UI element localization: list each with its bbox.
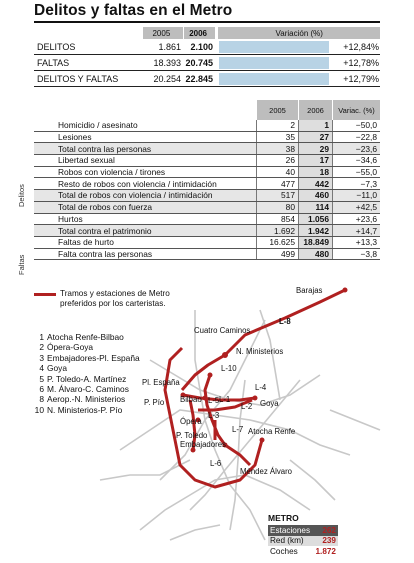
map-label-l5: L-5 bbox=[208, 396, 220, 405]
title-rule bbox=[34, 21, 380, 23]
metro-stat-value: 239 bbox=[322, 536, 336, 546]
summary-row-label: FALTAS bbox=[37, 57, 70, 68]
summary-header-2006: 2006 bbox=[184, 27, 216, 39]
station-item bbox=[34, 342, 140, 352]
station-name: Atocha Renfe-Bilbao bbox=[47, 332, 124, 342]
station-name: P. Toledo-A. Martínez bbox=[47, 373, 127, 384]
summary-2005-value: 1.861 bbox=[158, 41, 181, 52]
detail-variation-value: −11,0 bbox=[332, 190, 380, 201]
map-label-l2: L-2 bbox=[241, 402, 253, 411]
station-item bbox=[34, 353, 140, 363]
metro-map bbox=[0, 280, 414, 563]
detail-row bbox=[34, 225, 380, 237]
metro-stat-label: Coches bbox=[270, 546, 298, 556]
detail-variation-value: −55,0 bbox=[332, 167, 380, 178]
detail-row-label: Falta contra las personas bbox=[58, 248, 153, 259]
group-label-faltas: Faltas bbox=[17, 254, 26, 275]
detail-row-label: Resto de robos con violencia / intimidación bbox=[58, 178, 217, 189]
detail-variation-value: −3,8 bbox=[332, 249, 380, 260]
detail-header-variation: Variac. (%) bbox=[332, 100, 380, 120]
detail-row bbox=[34, 202, 380, 214]
map-label-cuatro-caminos: Cuatro Caminos bbox=[194, 326, 251, 335]
detail-2006-value: 17 bbox=[298, 155, 332, 166]
detail-row bbox=[34, 132, 380, 144]
map-label-l10: L-10 bbox=[221, 364, 237, 373]
summary-row bbox=[34, 71, 380, 87]
summary-variation-value: +12,79% bbox=[343, 73, 379, 84]
summary-2005-value: 20.254 bbox=[153, 73, 181, 84]
detail-2005-value: 477 bbox=[256, 178, 298, 189]
summary-header-variation: Variación (%) bbox=[218, 27, 380, 39]
detail-2005-value: 517 bbox=[256, 190, 298, 201]
map-label-embajadores: Embajadores bbox=[180, 440, 226, 449]
detail-variation-value: +13,3 bbox=[332, 237, 380, 248]
detail-row-label: Hurtos bbox=[58, 213, 83, 224]
detail-header-2006: 2006 bbox=[298, 100, 332, 120]
summary-variation-value: +12,78% bbox=[343, 57, 379, 68]
detail-2006-value: 114 bbox=[298, 202, 332, 213]
station-number: 4 bbox=[39, 363, 44, 374]
detail-row bbox=[34, 237, 380, 249]
detail-2006-value: 1.942 bbox=[298, 225, 332, 236]
detail-row-label: Homicidio / asesinato bbox=[58, 120, 138, 131]
summary-2006-value: 20.745 bbox=[185, 57, 213, 68]
map-label-p-pio: P. Pío bbox=[144, 398, 165, 407]
summary-variation-bar bbox=[219, 57, 329, 69]
summary-row-label: DELITOS Y FALTAS bbox=[37, 73, 119, 84]
detail-table bbox=[34, 100, 380, 260]
detail-header-2005: 2005 bbox=[256, 100, 298, 120]
map-label-opera: Ópera bbox=[180, 417, 202, 426]
detail-2005-value: 499 bbox=[256, 249, 298, 260]
summary-2006-value: 22.845 bbox=[185, 73, 213, 84]
map-label-l7: L-7 bbox=[232, 425, 244, 434]
detail-variation-value: −34,6 bbox=[332, 155, 380, 166]
detail-row bbox=[34, 214, 380, 226]
detail-2005-value: 38 bbox=[256, 143, 298, 154]
detail-row bbox=[34, 120, 380, 132]
station-item bbox=[34, 332, 140, 342]
summary-variation-bar bbox=[219, 73, 329, 85]
station-number: 1 bbox=[39, 332, 44, 342]
detail-2006-value: 29 bbox=[298, 143, 332, 154]
metro-stat-value: 1.872 bbox=[315, 546, 336, 556]
map-label-l4: L-4 bbox=[255, 383, 267, 392]
detail-2006-value: 442 bbox=[298, 178, 332, 189]
detail-row-label: Total contra el patrimonio bbox=[58, 225, 152, 236]
summary-2005-value: 18.393 bbox=[153, 57, 181, 68]
detail-row-label: Faltas de hurto bbox=[58, 237, 114, 248]
detail-2005-value: 1.692 bbox=[256, 225, 298, 236]
map-label-n-ministerios: N. Ministerios bbox=[236, 347, 284, 356]
page-title: Delitos y faltas en el Metro bbox=[34, 2, 233, 19]
detail-2006-value: 1 bbox=[298, 120, 332, 131]
station-item bbox=[34, 384, 140, 394]
map-label-l1: L-1 bbox=[219, 395, 231, 404]
detail-variation-value: −50,0 bbox=[332, 120, 380, 131]
map-label-mendez-alvaro: Méndez Álvaro bbox=[240, 467, 293, 476]
summary-header-2005: 2005 bbox=[143, 27, 183, 39]
detail-row-label: Robos con violencia / tirones bbox=[58, 167, 166, 178]
summary-row bbox=[34, 55, 380, 71]
detail-row-label: Lesiones bbox=[58, 132, 92, 143]
group-label-delitos: Delitos bbox=[17, 184, 26, 207]
metro-stat-label: Red (km) bbox=[270, 536, 304, 546]
metro-stat-value: 262 bbox=[322, 525, 336, 535]
station-name: N. Ministerios-P. Pío bbox=[47, 404, 123, 415]
detail-row-label: Libertad sexual bbox=[58, 155, 115, 166]
detail-variation-value: +14,7 bbox=[332, 225, 380, 236]
detail-row bbox=[34, 249, 380, 261]
station-name: Embajadores-Pl. España bbox=[47, 352, 140, 363]
detail-row bbox=[34, 143, 380, 155]
station-list bbox=[34, 332, 140, 415]
station-number: 5 bbox=[39, 373, 44, 384]
map-label-l3: L-3 bbox=[208, 411, 220, 420]
summary-header bbox=[34, 27, 380, 39]
detail-2006-value: 27 bbox=[298, 132, 332, 143]
detail-variation-value: +23,6 bbox=[332, 214, 380, 225]
station-name: Aerop.-N. Ministerios bbox=[47, 394, 126, 405]
detail-row bbox=[34, 167, 380, 179]
detail-variation-value: +42,5 bbox=[332, 202, 380, 213]
map-label-atocha: Atocha Renfe bbox=[248, 427, 296, 436]
map-label-l6: L-6 bbox=[210, 459, 222, 468]
map-label-barajas: Barajas bbox=[296, 286, 323, 295]
summary-variation-value: +12,84% bbox=[343, 41, 379, 52]
station-name: Goya bbox=[47, 363, 68, 374]
detail-2006-value: 1.056 bbox=[298, 214, 332, 225]
metro-stat-row bbox=[268, 546, 338, 557]
detail-2005-value: 40 bbox=[256, 167, 298, 178]
map-legend bbox=[34, 289, 172, 308]
detail-row bbox=[34, 190, 380, 202]
detail-2005-value: 26 bbox=[256, 155, 298, 166]
metro-stat-row bbox=[268, 525, 338, 536]
summary-table bbox=[34, 27, 380, 87]
legend-text: Tramos y estaciones de Metro preferidos por los carteristas. bbox=[60, 289, 170, 308]
station-name: M. Álvaro-C. Caminos bbox=[47, 384, 129, 395]
map-label-bilbao: Bilbao bbox=[180, 395, 202, 404]
map-label-goya: Goya bbox=[260, 399, 279, 408]
detail-variation-value: −23,6 bbox=[332, 143, 380, 154]
map-label-p-toledo: P. Toledo bbox=[176, 431, 208, 440]
detail-row bbox=[34, 155, 380, 167]
detail-variation-value: −22,8 bbox=[332, 132, 380, 143]
legend-swatch bbox=[34, 293, 56, 296]
detail-2006-value: 18 bbox=[298, 167, 332, 178]
detail-header bbox=[34, 100, 380, 120]
detail-row bbox=[34, 178, 380, 190]
station-item bbox=[34, 363, 140, 373]
station-number: 10 bbox=[34, 404, 44, 415]
detail-2005-value: 35 bbox=[256, 132, 298, 143]
summary-2006-value: 2.100 bbox=[190, 41, 213, 52]
metro-stats-title: METRO bbox=[268, 513, 299, 523]
station-number: 6 bbox=[39, 384, 44, 395]
station-name: Ópera-Goya bbox=[47, 342, 94, 353]
detail-2006-value: 18.849 bbox=[298, 237, 332, 248]
detail-2005-value: 2 bbox=[256, 120, 298, 131]
station-number: 3 bbox=[39, 352, 44, 363]
detail-2005-value: 854 bbox=[256, 214, 298, 225]
metro-stat-label: Estaciones bbox=[270, 525, 311, 535]
metro-stat-row bbox=[268, 536, 338, 547]
detail-row-label: Total de robos con violencia / intimidación bbox=[58, 190, 213, 201]
station-number: 2 bbox=[39, 342, 44, 353]
detail-2005-value: 80 bbox=[256, 202, 298, 213]
metro-stats-box bbox=[268, 513, 338, 557]
detail-row-label: Total contra las personas bbox=[58, 143, 152, 154]
summary-row bbox=[34, 39, 380, 55]
detail-variation-value: −7,3 bbox=[332, 178, 380, 189]
station-number: 8 bbox=[39, 394, 44, 405]
map-label-pl-espana: Pl. España bbox=[142, 378, 180, 387]
station-item bbox=[34, 374, 140, 384]
station-item bbox=[34, 405, 140, 415]
summary-row-label: DELITOS bbox=[37, 41, 76, 52]
detail-2005-value: 16.625 bbox=[256, 237, 298, 248]
detail-2006-value: 460 bbox=[298, 190, 332, 201]
detail-row-label: Total de robos con fuerza bbox=[58, 202, 153, 213]
station-item bbox=[34, 394, 140, 404]
summary-variation-bar bbox=[219, 41, 329, 53]
detail-2006-value: 480 bbox=[298, 249, 332, 260]
map-label-l8: L-8 bbox=[279, 317, 291, 326]
